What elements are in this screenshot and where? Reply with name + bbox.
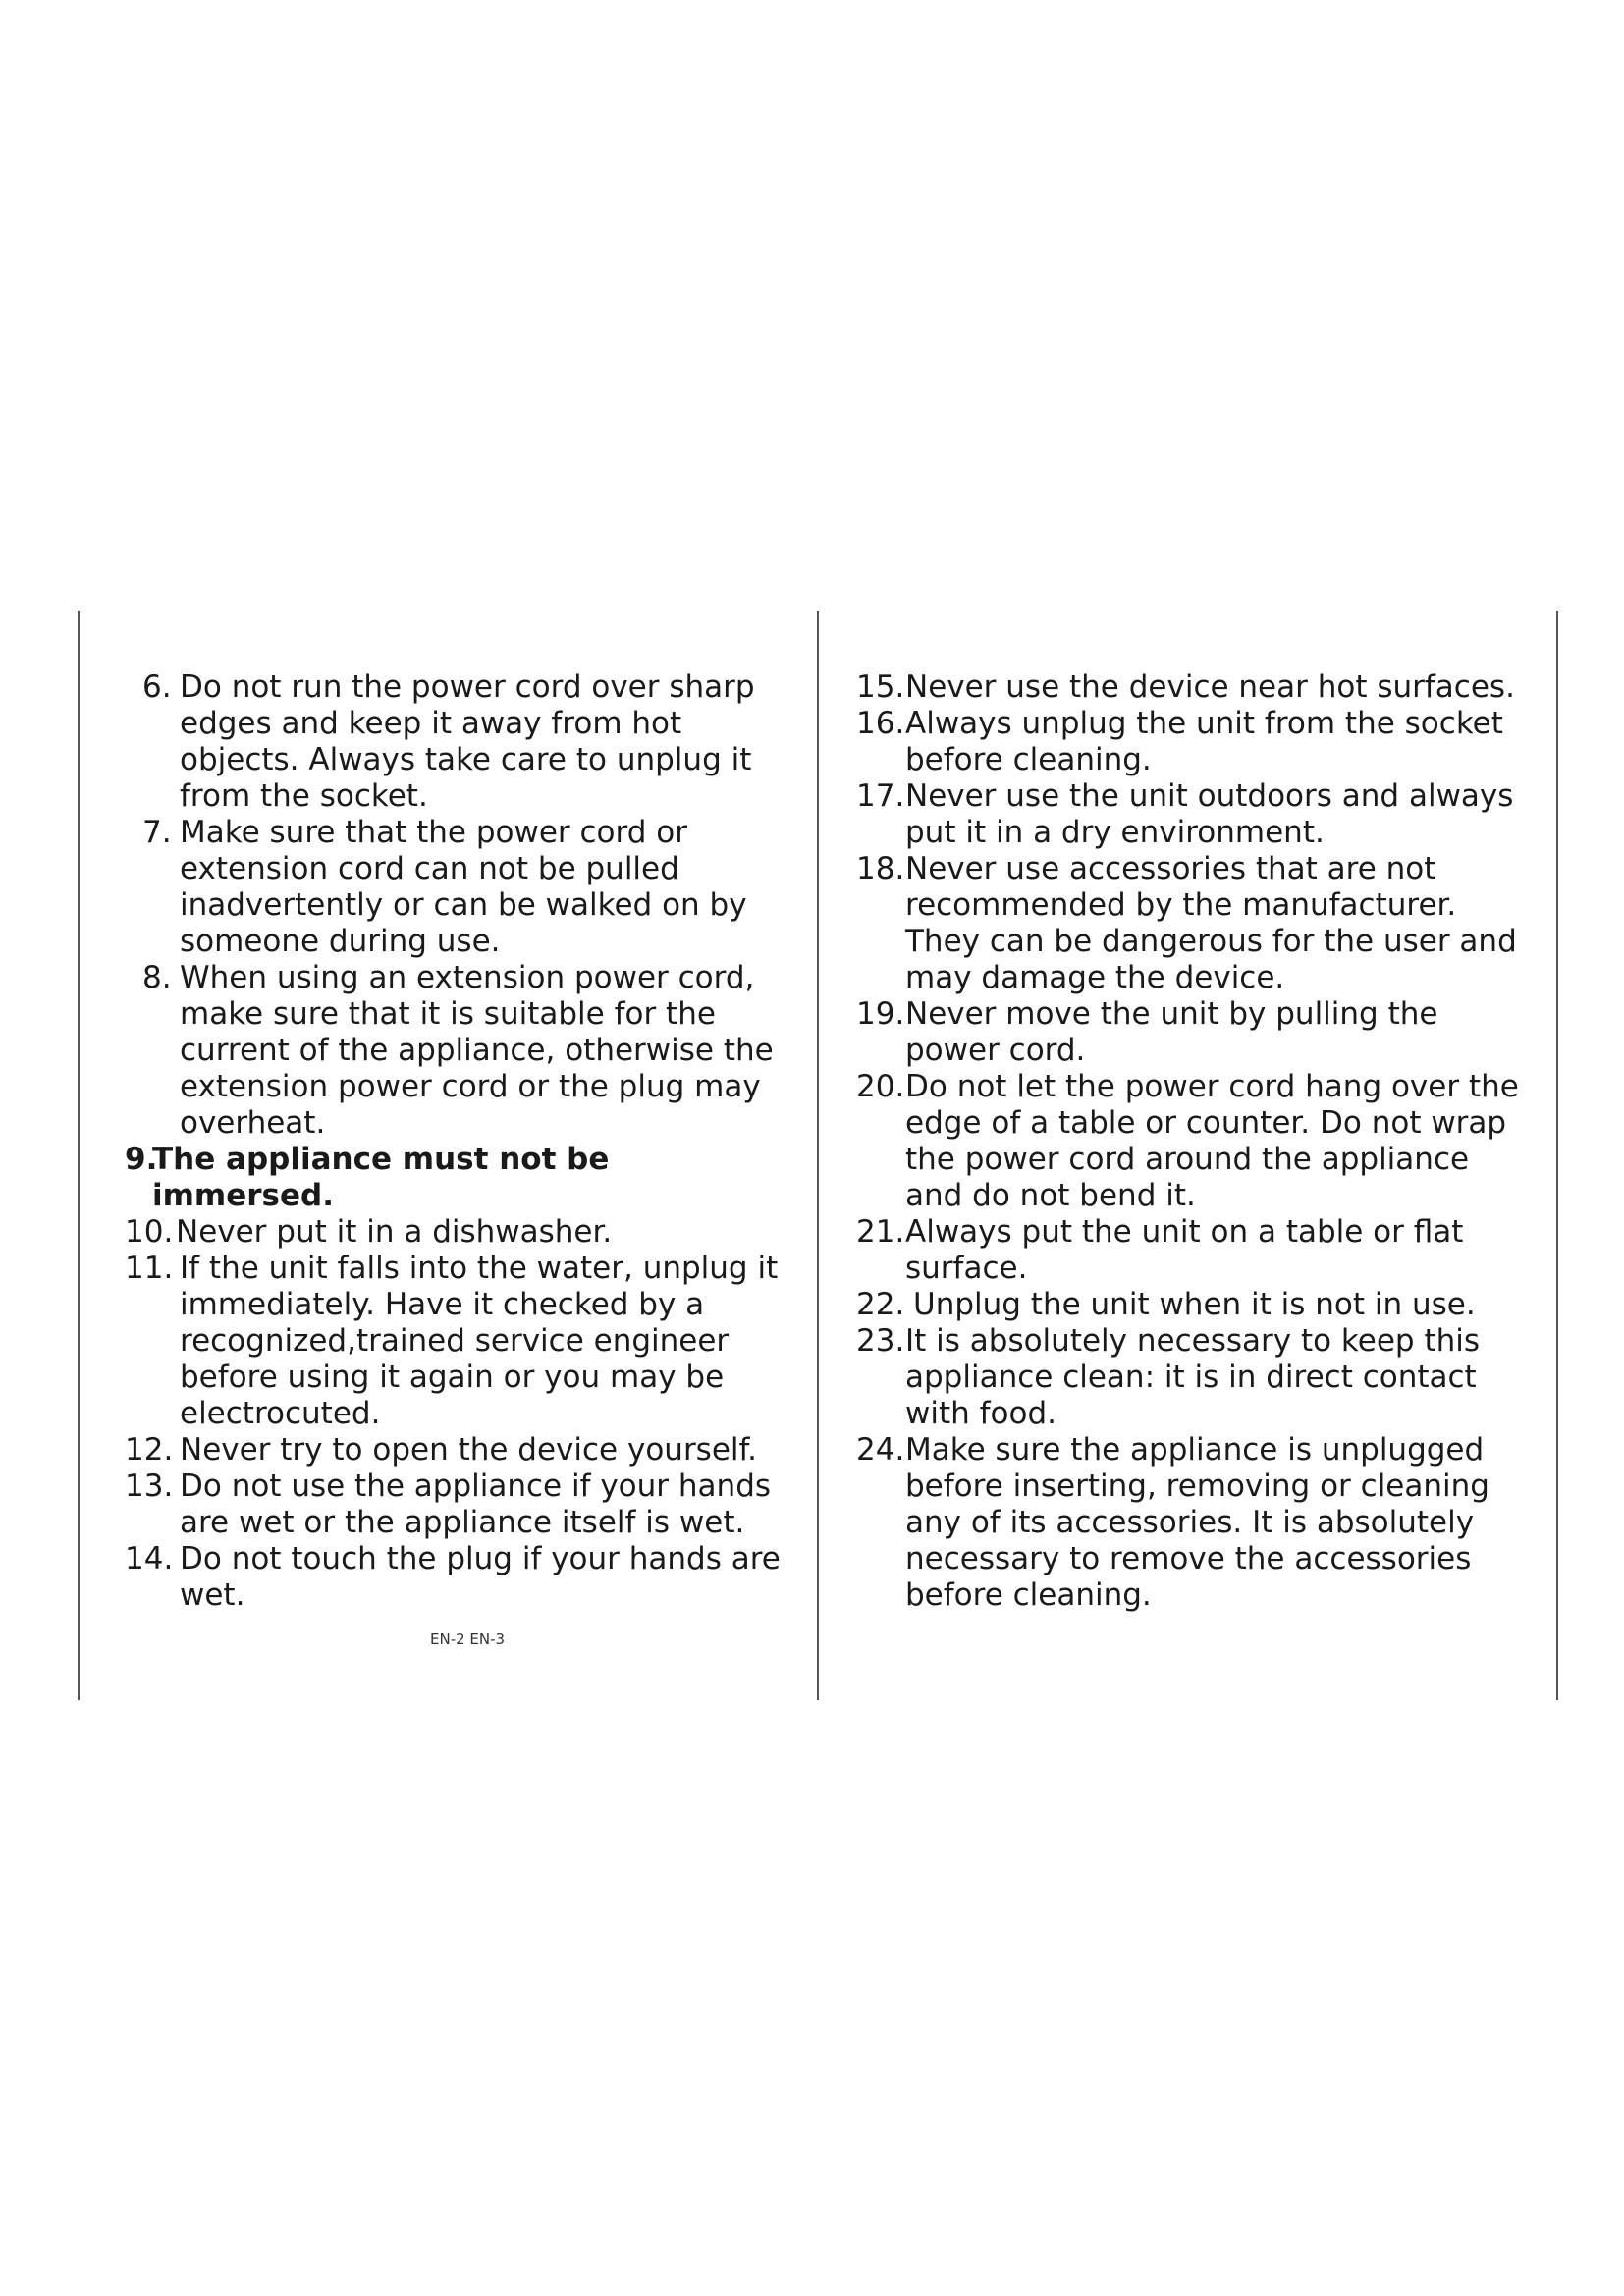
item-number: 10. xyxy=(125,1214,174,1250)
safety-item-15 xyxy=(856,669,1524,706)
safety-item-16 xyxy=(856,706,1524,778)
safety-item-10 xyxy=(125,1214,790,1251)
safety-item-8 xyxy=(142,960,790,1142)
page-number-footer: EN-2 EN-3 xyxy=(430,1630,506,1648)
safety-item-14 xyxy=(125,1541,790,1614)
item-number: 12. xyxy=(125,1432,174,1468)
item-text: Never use the device near hot surfaces. xyxy=(905,669,1515,705)
item-text: Always put the unit on a table or flat surface. xyxy=(905,1214,1464,1286)
safety-item-22 xyxy=(856,1287,1524,1323)
item-number: 21. xyxy=(856,1214,905,1250)
right-safety-list xyxy=(856,669,1524,1614)
center-divider-rule xyxy=(817,611,819,1700)
item-text: Unplug the unit when it is not in use. xyxy=(913,1287,1476,1322)
item-number: 14. xyxy=(125,1541,174,1576)
item-number: 9. xyxy=(125,1142,158,1177)
item-number: 15. xyxy=(856,669,905,705)
item-number: 22. xyxy=(856,1287,905,1322)
safety-item-12 xyxy=(125,1432,790,1468)
safety-item-17 xyxy=(856,778,1524,851)
item-text: Never try to open the device yourself. xyxy=(180,1432,758,1468)
left-margin-rule xyxy=(78,611,80,1700)
item-text: Do not touch the plug if your hands are wet. xyxy=(180,1541,781,1613)
item-text: When using an extension power cord, make sure that it is suitable for the current of the appliance, otherwise the extension power cord or the plug may overheat. xyxy=(180,960,774,1141)
item-number: 7. xyxy=(142,815,172,850)
item-number: 18. xyxy=(856,851,905,886)
item-text: Never use the unit outdoors and always put it in a dry environment. xyxy=(905,778,1514,850)
safety-item-9 xyxy=(125,1142,790,1214)
item-text: Never move the unit by pulling the power cord. xyxy=(905,996,1438,1068)
item-number: 17. xyxy=(856,778,905,814)
safety-item-24 xyxy=(856,1432,1524,1614)
safety-item-7 xyxy=(142,815,790,960)
item-text: Do not use the appliance if your hands are wet or the appliance itself is wet. xyxy=(180,1468,772,1540)
item-text: Always unplug the unit from the socket before cleaning. xyxy=(905,706,1503,777)
item-number: 16. xyxy=(856,706,905,741)
item-text: It is absolutely necessary to keep this appliance clean: it is in direct contact with food. xyxy=(905,1323,1481,1431)
item-number: 23. xyxy=(856,1323,905,1359)
safety-item-13 xyxy=(125,1468,790,1541)
item-number: 6. xyxy=(142,669,172,705)
safety-item-19 xyxy=(856,996,1524,1069)
safety-item-11 xyxy=(125,1251,790,1432)
item-text: The appliance must not be immersed. xyxy=(152,1142,610,1213)
item-number: 13. xyxy=(125,1468,174,1504)
item-number: 20. xyxy=(856,1069,905,1104)
safety-item-20 xyxy=(856,1069,1524,1214)
safety-item-21 xyxy=(856,1214,1524,1287)
item-text: Do not let the power cord hang over the edge of a table or counter. Do not wrap the power cord around the appliance and do not bend it. xyxy=(905,1069,1519,1213)
safety-item-6 xyxy=(142,669,790,815)
item-number: 24. xyxy=(856,1432,905,1468)
item-number: 19. xyxy=(856,996,905,1032)
left-safety-list xyxy=(125,669,790,1614)
item-text: Make sure the appliance is unplugged before inserting, removing or cleaning any of its accessories. It is absolutely necessary to remove the accessories before cleaning. xyxy=(905,1432,1489,1613)
item-text: Do not run the power cord over sharp edges and keep it away from hot objects. Always take care to unplug it from the socket. xyxy=(180,669,755,814)
item-number: 8. xyxy=(142,960,172,995)
item-text: Never put it in a dishwasher. xyxy=(176,1214,613,1250)
item-text: Never use accessories that are not recommended by the manufacturer. They can be dangerous for the user and may damage the device. xyxy=(905,851,1517,995)
item-text: Make sure that the power cord or extension cord can not be pulled inadvertently or can be walked on by someone during use. xyxy=(180,815,747,959)
item-number: 11. xyxy=(125,1251,174,1286)
right-margin-rule xyxy=(1556,611,1558,1700)
safety-item-18 xyxy=(856,851,1524,996)
safety-item-23 xyxy=(856,1323,1524,1432)
item-text: If the unit falls into the water, unplug it immediately. Have it checked by a recognized,trained service engineer before using it again or you may be electrocuted. xyxy=(180,1251,779,1431)
